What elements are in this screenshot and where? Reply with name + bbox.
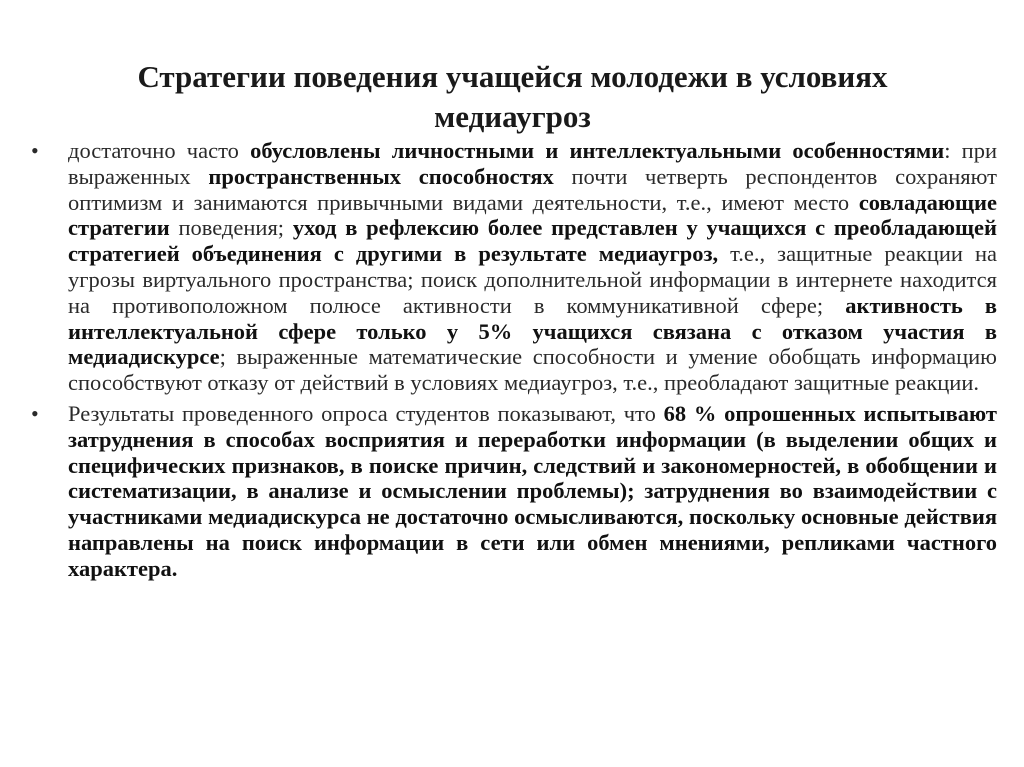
bullet-item-2: [31, 401, 997, 582]
body-text: поведения;: [169, 215, 293, 241]
body-text: достаточно часто: [68, 138, 251, 163]
body-text: ; выраженные математические способности и умение обобщать информацию способствуют отказу от действий в условиях медиаугроз, т.е., преобладают защитные реакции.: [68, 344, 997, 396]
bullet-list: [31, 138, 997, 582]
body-text: т.е., защитные реакции на угрозы виртуального пространства; поиск дополнительной информации в интернете находится на противоположном полюсе активности в коммуникативной сфере;: [68, 241, 997, 318]
emphasized-text: совладающие стратегии: [68, 189, 997, 241]
emphasized-text: активность в интеллектуальной сфере только у 5% учащихся связана с отказом участия в медиадискурсе: [68, 292, 998, 370]
bullet-text-2: [68, 401, 997, 581]
emphasized-text: уход в рефлексию более представлен у учащихся с преобладающей стратегией объединения с другими в результате медиаугроз,: [68, 215, 997, 267]
emphasized-text: пространственных способностях: [208, 163, 554, 189]
emphasized-text: 68 % опрошенных испытывают затруднения в способах восприятия и переработки информации (в выделении общих и специфических признаков, в поиске причин, следствий и закономерностей, в обобщении и систематизации, в анализе и осмыслении проблемы); затруднения во взаимодействии с участниками медиадискурса не достаточно осмысливаются, поскольку основные действия направлены на поиск информации в сети или обмен мнениями, репликами частного характера.: [68, 400, 997, 581]
bullet-marker: •: [31, 138, 39, 163]
slide-title-line-2: медиаугроз: [434, 99, 591, 134]
bullet-item-1: [31, 138, 997, 396]
slide-title-line-1: Стратегии поведения учащейся молодежи в условиях: [137, 59, 888, 94]
slide-title: [90, 57, 935, 137]
body-text: : при выраженных: [68, 138, 997, 189]
bullet-marker: •: [31, 400, 39, 426]
body-text: Результаты проведенного опроса студентов показывают, что: [68, 400, 664, 426]
bullet-text-1: [68, 138, 997, 395]
body-text: почти четверть респондентов сохраняют оптимизм и занимаются привычными видами деятельности, т.е., имеют место: [68, 163, 997, 215]
emphasized-text: обусловлены личностными и интеллектуальными особенностями: [250, 138, 945, 163]
